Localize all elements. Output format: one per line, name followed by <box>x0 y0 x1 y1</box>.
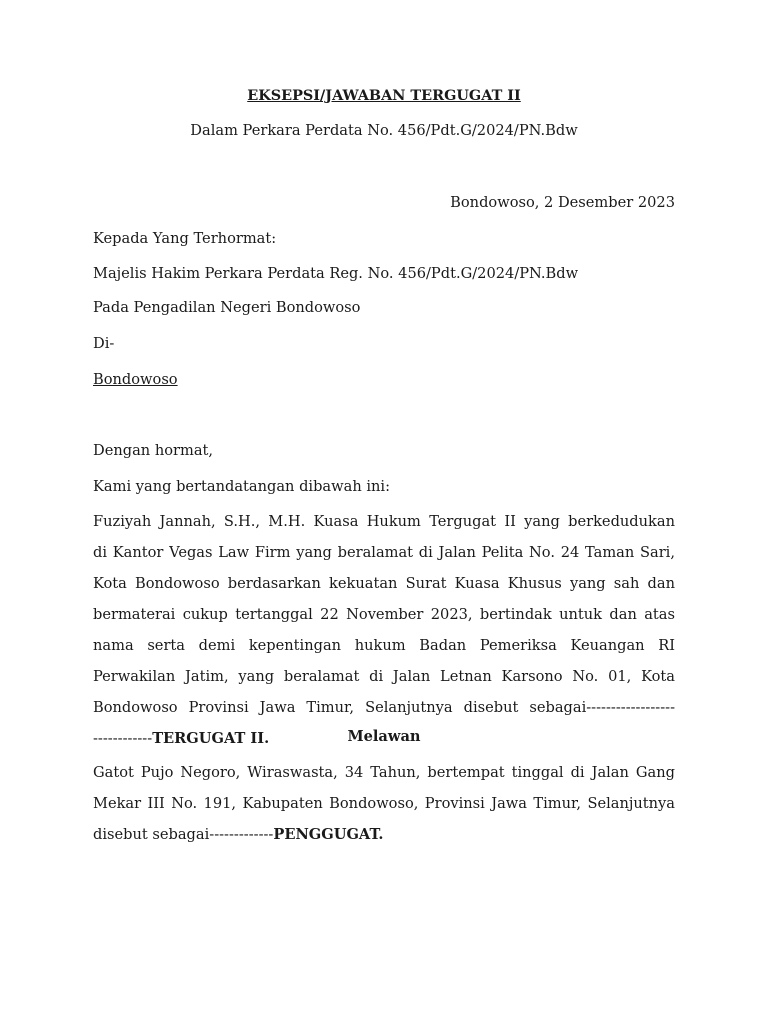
addressee-line-3: Di- <box>93 335 115 352</box>
paragraph-line: Perwakilan Jatim, yang beralamat di Jalan Letnan Karsono No. 01, Kota <box>93 668 675 685</box>
addressee-city: Bondowoso <box>93 371 178 388</box>
case-number-subtitle: Dalam Perkara Perdata No. 456/Pdt.G/2024/PN.Bdw <box>190 122 578 139</box>
document-title: EKSEPSI/JAWABAN TERGUGAT II <box>247 87 521 104</box>
paragraph-last-line <box>93 819 675 850</box>
versus-heading: Melawan <box>347 728 421 745</box>
place-date: Bondowoso, 2 Desember 2023 <box>450 194 675 211</box>
dash-leader: ------------ <box>93 730 153 747</box>
defendant-paragraph <box>93 506 675 754</box>
paragraph-line: Gatot Pujo Negoro, Wiraswasta, 34 Tahun, bertempat tinggal di Jalan Gang <box>93 764 675 781</box>
paragraph-line: Bondowoso Provinsi Jawa Timur, Selanjutnya disebut sebagai------------------ <box>93 699 675 716</box>
paragraph-line: bermaterai cukup tertanggal 22 November 2023, bertindak untuk dan atas <box>93 606 675 623</box>
intro-line: Kami yang bertandatangan dibawah ini: <box>93 478 391 495</box>
paragraph-line: Fuziyah Jannah, S.H., M.H. Kuasa Hukum Tergugat II yang berkedudukan <box>93 513 675 530</box>
greeting: Dengan hormat, <box>93 442 214 459</box>
defendant-designation: TERGUGAT II. <box>152 730 270 747</box>
addressee-salutation: Kepada Yang Terhormat: <box>93 230 277 247</box>
paragraph-line: nama serta demi kepentingan hukum Badan Pemeriksa Keuangan RI <box>93 637 675 654</box>
dash-leader: disebut sebagai------------- <box>93 826 274 843</box>
paragraph-line: di Kantor Vegas Law Firm yang beralamat di Jalan Pelita No. 24 Taman Sari, <box>93 544 675 561</box>
addressee-line-2: Pada Pengadilan Negeri Bondowoso <box>93 299 361 316</box>
paragraph-line: Kota Bondowoso berdasarkan kekuatan Surat Kuasa Khusus yang sah dan <box>93 575 675 592</box>
plaintiff-designation: PENGGUGAT. <box>273 826 384 843</box>
paragraph-line: Mekar III No. 191, Kabupaten Bondowoso, Provinsi Jawa Timur, Selanjutnya <box>93 795 675 812</box>
plaintiff-paragraph <box>93 757 675 850</box>
addressee-line-1: Majelis Hakim Perkara Perdata Reg. No. 456/Pdt.G/2024/PN.Bdw <box>93 265 579 282</box>
